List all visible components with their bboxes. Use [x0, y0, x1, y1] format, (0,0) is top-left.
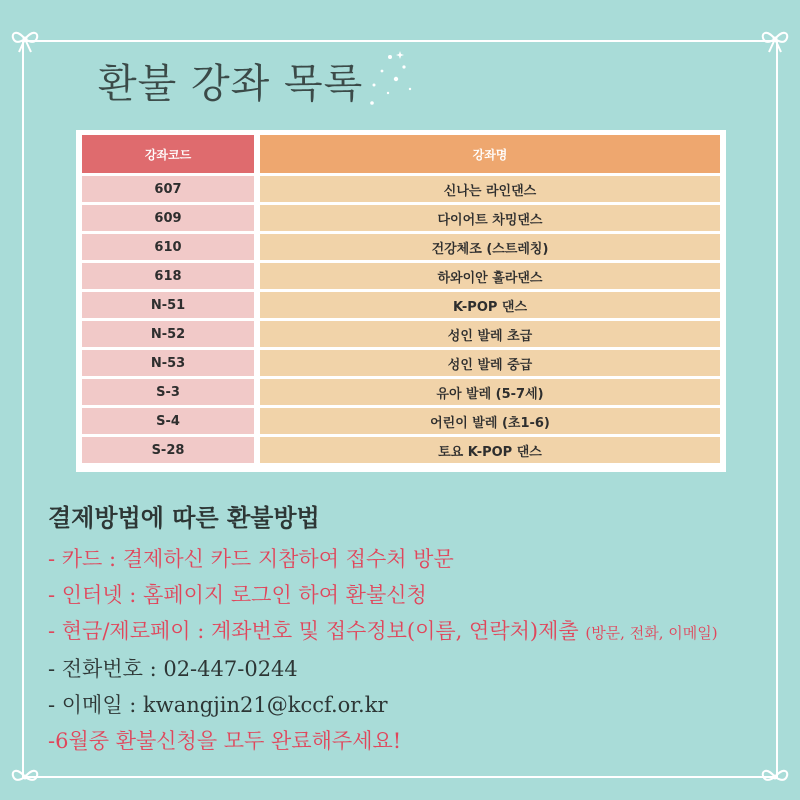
table-row — [82, 350, 720, 376]
deadline-notice: -6월중 환불신청을 모두 완료해주세요! — [48, 729, 402, 753]
table-row — [82, 321, 720, 347]
phone-line: - 전화번호 : 02-447-0244 — [48, 657, 298, 681]
table-row — [82, 437, 720, 463]
column-header-name: 강좌명 — [260, 135, 720, 173]
table-row — [82, 176, 720, 202]
bow-icon — [6, 758, 44, 796]
course-name-cell: 성인 발레 중급 — [260, 350, 720, 376]
course-code-cell: S-4 — [82, 408, 254, 434]
course-name-cell: 성인 발레 초급 — [260, 321, 720, 347]
course-code-cell: N-51 — [82, 292, 254, 318]
refund-cash-text: - 현금/제로페이 : 계좌번호 및 접수정보(이름, 연락처)제출 — [48, 619, 579, 643]
course-code-cell: 607 — [82, 176, 254, 202]
refund-method-section — [48, 498, 768, 759]
table-row — [82, 292, 720, 318]
course-code-cell: 618 — [82, 263, 254, 289]
table-header-row — [82, 135, 720, 173]
bow-icon — [6, 20, 44, 58]
course-name-cell: 유아 발레 (5-7세) — [260, 379, 720, 405]
course-code-cell: S-28 — [82, 437, 254, 463]
table-row — [82, 379, 720, 405]
bow-icon — [756, 758, 794, 796]
refund-card-line: - 카드 : 결제하신 카드 지참하여 접수처 방문 — [48, 547, 454, 571]
column-header-code: 강좌코드 — [82, 135, 254, 173]
email-line: - 이메일 : kwangjin21@kccf.or.kr — [48, 693, 388, 717]
course-code-cell: S-3 — [82, 379, 254, 405]
course-code-cell: 610 — [82, 234, 254, 260]
table-row — [82, 205, 720, 231]
course-name-cell: 다이어트 차밍댄스 — [260, 205, 720, 231]
course-name-cell: K-POP 댄스 — [260, 292, 720, 318]
refund-cash-note: (방문, 전화, 이메일) — [585, 624, 718, 642]
table-row — [82, 408, 720, 434]
page-title: 환불 강좌 목록 — [98, 61, 364, 107]
refund-internet-line: - 인터넷 : 홈페이지 로그인 하여 환불신청 — [48, 583, 427, 607]
course-code-cell: N-53 — [82, 350, 254, 376]
course-name-cell: 신나는 라인댄스 — [260, 176, 720, 202]
sparkle-icon — [360, 45, 430, 115]
table-row — [82, 263, 720, 289]
course-name-cell: 하와이안 훌라댄스 — [260, 263, 720, 289]
course-code-cell: 609 — [82, 205, 254, 231]
refund-course-table — [76, 130, 726, 472]
course-name-cell: 토요 K-POP 댄스 — [260, 437, 720, 463]
section-heading: 결제방법에 따른 환불방법 — [48, 503, 320, 532]
course-name-cell: 어린이 발레 (초1-6) — [260, 408, 720, 434]
bow-icon — [756, 20, 794, 58]
course-code-cell: N-52 — [82, 321, 254, 347]
course-name-cell: 건강체조 (스트레칭) — [260, 234, 720, 260]
refund-cash-line — [48, 613, 768, 651]
table-row — [82, 234, 720, 260]
